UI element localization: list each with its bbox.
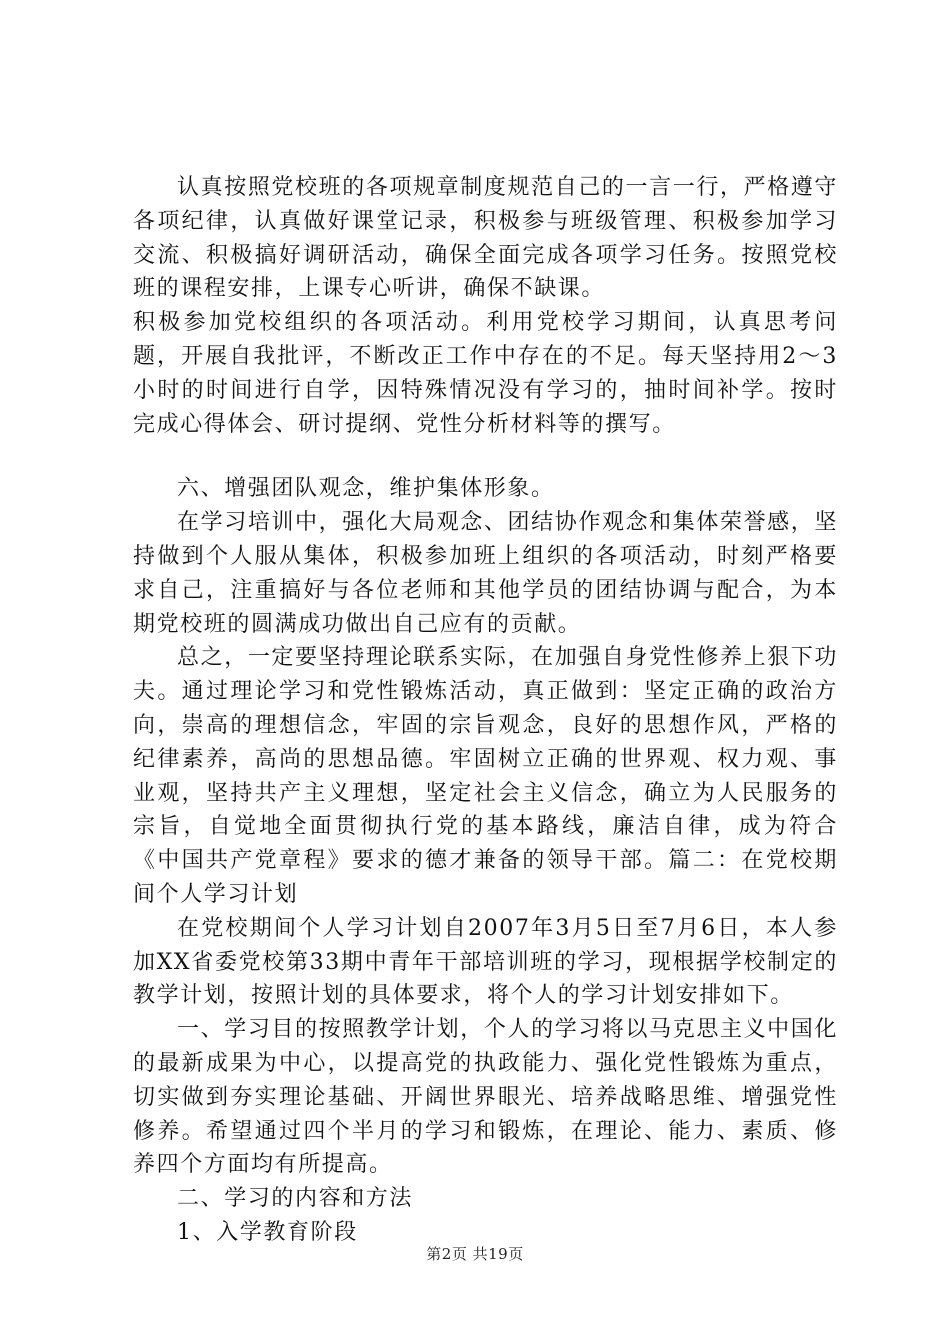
- section-heading-team-concept: 六、增强团队观念，维护集体形象。: [177, 476, 555, 502]
- paragraph-team-concept: 在学习培训中，强化大局观念、团结协作观念和集体荣誉感，坚持做到个人服从集体，积极参加班上组织的各项活动，时刻严格要求自己，注重搞好与各位老师和其他学员的团结协调与配合，为本期党校班的圆满成功做出自己应有的贡献。: [133, 510, 838, 637]
- paragraph-gap: [133, 441, 838, 472]
- document-body: [133, 171, 838, 1250]
- section-heading-content-methods: 二、学习的内容和方法: [177, 1186, 414, 1212]
- page-number-footer: 第2页 共19页: [426, 1245, 524, 1263]
- paragraph-party-activities: 积极参加党校组织的各项活动。利用党校学习期间，认真思考问题，开展自我批评，不断改正工作中存在的不足。每天坚持用2～3小时的时间进行自学，因特殊情况没有学习的，抽时间补学。按时完成心得体会、研讨提纲、党性分析材料等的撰写。: [133, 310, 838, 437]
- paragraph-rules-discipline: 认真按照党校班的各项规章制度规范自己的一言一行，严格遵守各项纪律，认真做好课堂记录，积极参与班级管理、积极参加学习交流、积极搞好调研活动，确保全面完成各项学习任务。按照党校班的课程安排，上课专心听讲，确保不缺课。: [133, 175, 838, 302]
- section-heading-orientation-stage: 1、入学教育阶段: [177, 1219, 358, 1245]
- paragraph-study-plan-intro: 在党校期间个人学习计划自2007年3月5日至7月6日，本人参加XX省委党校第33期中青年干部培训班的学习，现根据学校制定的教学计划，按照计划的具体要求，将个人的学习计划安排如下。: [133, 915, 838, 1009]
- paragraph-summary: 总之，一定要坚持理论联系实际，在加强自身党性修养上狠下功夫。通过理论学习和党性锻炼活动，真正做到：坚定正确的政治方向，崇高的理想信念，牢固的宗旨观念，良好的思想作风，严格的纪律素养，高尚的思想品德。牢固树立正确的世界观、权力观、事业观，坚持共产主义理想，坚定社会主义信念，确立为人民服务的宗旨，自觉地全面贯彻执行党的基本路线，廉洁自律，成为符合《中国共产党章程》要求的德才兼备的领导干部。篇二：在党校期间个人学习计划: [133, 645, 838, 907]
- paragraph-study-purpose: 一、学习目的按照教学计划，个人的学习将以马克思主义中国化的最新成果为中心，以提高党的执政能力、强化党性锻炼为重点，切实做到夯实理论基础、开阔世界眼光、培养战略思维、增强党性修养。希望通过四个半月的学习和锻炼，在理论、能力、素质、修养四个方面均有所提高。: [133, 1017, 838, 1178]
